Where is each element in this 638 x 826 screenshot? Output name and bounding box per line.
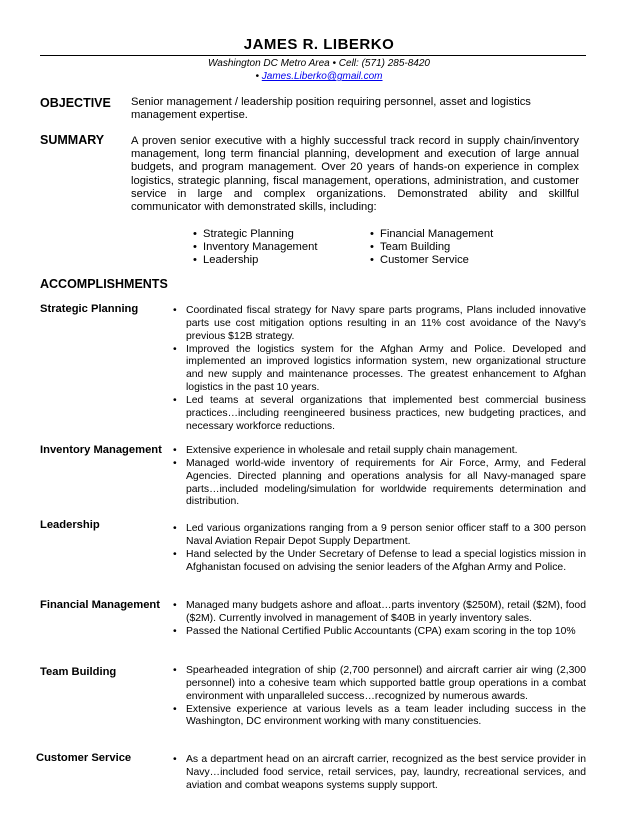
skill-item: • Inventory Management (193, 241, 317, 254)
customer-service-list (171, 754, 586, 793)
category-customer-service: Customer Service (36, 752, 132, 764)
inventory-management-list (171, 445, 586, 509)
objective-text: Senior management / leadership position requiring personnel, asset and logistics management expertise. (131, 96, 531, 122)
category-inventory-management: Inventory Management (40, 444, 162, 456)
list-item: • Passed the National Certified Public Accountants (CPA) exam scoring in the top 10% (171, 626, 586, 639)
resume-name: JAMES R. LIBERKO (243, 36, 395, 53)
summary-text: A proven senior executive with a highly successful track record in supply chain/inventory management, long term financial planning, development and execution of large annual budgets, and program management. Over 20 years of hands-on experience in complex logistics, strategic planning, fiscal management, operations, administration, and customer service in large and complex organizations. Demonstrated ability and skillful communicator with demonstrated skills, including: (131, 135, 579, 214)
skill-item: • Customer Service (370, 254, 493, 267)
list-item: • Hand selected by the Under Secretary of Defense to lead a special logistics mission in Afghanistan focused on advising the senior leaders of the Afghan Army and Police. (171, 549, 586, 575)
skill-item: • Team Building (370, 241, 493, 254)
list-item: • Extensive experience in wholesale and retail supply chain management. (171, 445, 586, 458)
skill-item: • Strategic Planning (193, 228, 317, 241)
category-team-building: Team Building (40, 666, 117, 678)
leadership-list (171, 523, 586, 574)
email-link[interactable]: James.Liberko@gmail.com (261, 71, 383, 82)
list-item: • Led various organizations ranging from a 9 person senior officer staff to a 300 person Naval Aviation Repair Depot Supply Department. (171, 523, 586, 549)
list-item: • Managed many budgets ashore and afloat…parts inventory ($250M), retail ($2M), food ($2M). Currently involved in management of $40B in yearly inventory sales. (171, 600, 586, 626)
skills-left-list (193, 228, 317, 266)
list-item: • Extensive experience at various levels as a team leader including success in the Washington, DC environment working with many constituencies. (171, 704, 586, 730)
list-item: • Coordinated fiscal strategy for Navy spare parts programs, Plans included innovative parts use cost mitigation options resulting in an 11% cost avoidance of the Navy’s previous $12B strategy. (171, 305, 586, 344)
objective-heading: OBJECTIVE (40, 96, 111, 110)
summary-heading: SUMMARY (40, 133, 105, 147)
email-line (0, 71, 638, 82)
list-item: • Led teams at several organizations that implemented best commercial business practices…including reengineered business practices, new budgeting practices, and necessary workforce reductions. (171, 395, 586, 434)
financial-management-list (171, 600, 586, 639)
team-building-list (171, 665, 586, 729)
category-financial-management: Financial Management (40, 599, 160, 611)
list-item: • As a department head on an aircraft carrier, recognized as the best service provider in Navy…included food service, retail services, pay, laundry, recreational services, and aviation and combat weapons systems supply support. (171, 754, 586, 793)
strategic-planning-list (171, 305, 586, 433)
accomplishments-heading: ACCOMPLISHMENTS (40, 277, 168, 291)
header-divider (40, 55, 586, 56)
list-item: • Managed world-wide inventory of requirements for Air Force, Army, and Federal Agencies. Directed planning and operations analysis for all Navy-managed spare parts…included modeling/simulation for worldwide requirements determination and distribution. (171, 458, 586, 509)
category-strategic-planning: Strategic Planning (40, 303, 139, 315)
category-leadership: Leadership (40, 519, 100, 531)
list-item: • Spearheaded integration of ship (2,700 personnel) and aircraft carrier air wing (2,300 personnel) into a cohesive team which supported battle group operations in a combat environment with unparalleled success…recognized by numerous awards. (171, 665, 586, 704)
skill-item: • Leadership (193, 254, 317, 267)
skills-right-list (370, 228, 493, 266)
list-item: • Improved the logistics system for the Afghan Army and Police. Developed and implemented an improved logistics information system, new organizational structure and new supply and maintenance processes. The greatest enhancement to Afghan logistics in the past 10 years. (171, 344, 586, 395)
skill-item: • Financial Management (370, 228, 493, 241)
email-bullet: • (255, 71, 262, 82)
contact-line: Washington DC Metro Area • Cell: (571) 285-8420 (208, 58, 430, 69)
